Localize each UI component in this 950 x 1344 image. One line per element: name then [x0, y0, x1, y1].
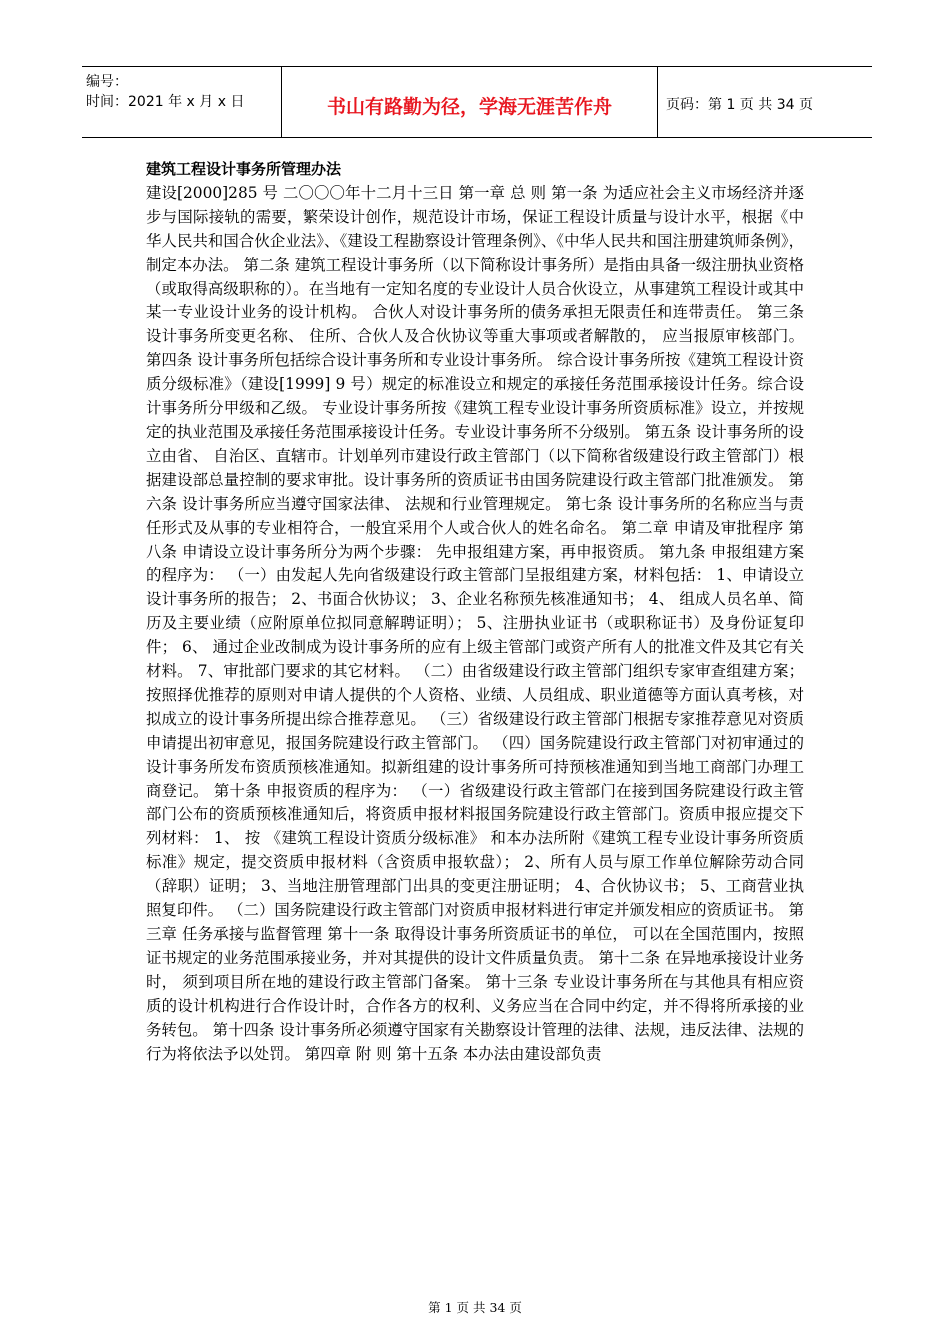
document-title: 建筑工程设计事务所管理办法	[146, 160, 342, 178]
document-body: 建设[2000]285 号 二〇〇〇年十二月十三日 第一章 总 则 第一条 为适应社会主义市场经济并逐步与国际接轨的需要，繁荣设计创作，规范设计市场，保证工程设计质量与设计水平，根据《中华人民共和国合伙企业法》、《建设工程勘察设计管理条例》、《中华人民共和国注册建筑师条例》，制定本办法。 第二条 建筑工程设计事务所（以下简称设计事务所）是指由具备一级注册执业资格（或取得高级职称的）。在当地有一定知名度的专业设计人员合伙设立，从事建筑工程设计或其中某一专业设计业务的设计机构。 合伙人对设计事务所的债务承担无限责任和连带责任。 第三条 设计事务所变更名称、 住所、合伙人及合伙协议等重大事项或者解散的， 应当报原审核部门。 第四条 设计事务所包括综合设计事务所和专业设计事务所。 综合设计事务所按《建筑工程设计资质分级标准》（建设[1999] 9 号）规定的标准设立和规定的承接任务范围承接设计任务。综合设计事务所分甲级和乙级。 专业设计事务所按《建筑工程专业设计事务所资质标准》设立，并按规定的执业范围及承接任务范围承接设计任务。专业设计事务所不分级别。 第五条 设计事务所的设立由省、 自治区、直辖市。计划单列市建设行政主管部门（以下简称省级建设行政主管部门）根据建设部总量控制的要求审批。设计事务所的资质证书由国务院建设行政主管部门批准颁发。 第六条 设计事务所应当遵守国家法律、 法规和行业管理规定。 第七条 设计事务所的名称应当与责任形式及从事的专业相符合，一般宜采用个人或合伙人的姓名命名。 第二章 申请及审批程序 第八条 申请设立设计事务所分为两个步骤： 先申报组建方案，再申报资质。 第九条 申报组建方案的程序为： （一）由发起人先向省级建设行政主管部门呈报组建方案，材料包括： 1、申请设立设计事务所的报告； 2、书面合伙协议； 3、企业名称预先核准通知书； 4、 组成人员名单、简历及主要业绩（应附原单位拟同意解聘证明）； 5、注册执业证书（或职称证书）及身份证复印件； 6、 通过企业改制成为设计事务所的应有上级主管部门或资产所有人的批准文件及其它有关材料。 7、审批部门要求的其它材料。 （二）由省级建设行政主管部门组织专家审查组建方案；按照择优推荐的原则对申请人提供的个人资格、业绩、人员组成、职业道德等方面认真考核，对拟成立的设计事务所提出综合推荐意见。 （三）省级建设行政主管部门根据专家推荐意见对资质申请提出初审意见，报国务院建设行政主管部门。 （四）国务院建设行政主管部门对初审通过的设计事务所发布资质预核准通知。拟新组建的设计事务所可持预核准通知到当地工商部门办理工商登记。 第十条 申报资质的程序为： （一）省级建设行政主管部门在接到国务院建设行政主管部门公布的资质预核准通知后，将资质申报材料报国务院建设行政主管部门。资质申报应提交下列材料： 1、 按 《建筑工程设计资质分级标准》 和本办法所附《建筑工程专业设计事务所资质标准》规定，提交资质申报材料（含资质申报软盘）； 2、所有人员与原工作单位解除劳动合同（辞职）证明； 3、当地注册管理部门出具的变更注册证明； 4、合伙协议书； 5、工商营业执照复印件。 （二）国务院建设行政主管部门对资质申报材料进行审定并颁发相应的资质证书。 第三章 任务承接与监督管理 第十一条 取得设计事务所资质证书的单位， 可以在全国范围内，按照证书规定的业务范围承接业务，并对其提供的设计文件质量负责。 第十二条 在异地承接设计业务时， 须到项目所在地的建设行政主管部门备案。 第十三条 专业设计事务所在与其他具有相应资质的设计机构进行合作设计时，合作各方的权利、义务应当在合同中约定，并不得将所承接的业务转包。 第十四条 设计事务所必须遵守国家有关勘察设计管理的法律、法规，违反法律、法规的行为将依法予以处罚。 第四章 附 则 第十五条 本办法由建设部负责	[146, 183, 804, 1063]
page-footer: 第 1 页 共 34 页	[428, 1300, 522, 1315]
header-page-info: 页码：第 1 页 共 34 页	[666, 97, 813, 113]
time-label: 时间：2021 年 x 月 x 日	[86, 94, 245, 110]
header-motto: 书山有路勤为径，学海无涯苦作舟	[282, 67, 658, 137]
number-label: 编号：	[86, 74, 128, 90]
header-meta	[82, 67, 282, 137]
document-content	[146, 158, 804, 1066]
page-header	[82, 66, 872, 138]
